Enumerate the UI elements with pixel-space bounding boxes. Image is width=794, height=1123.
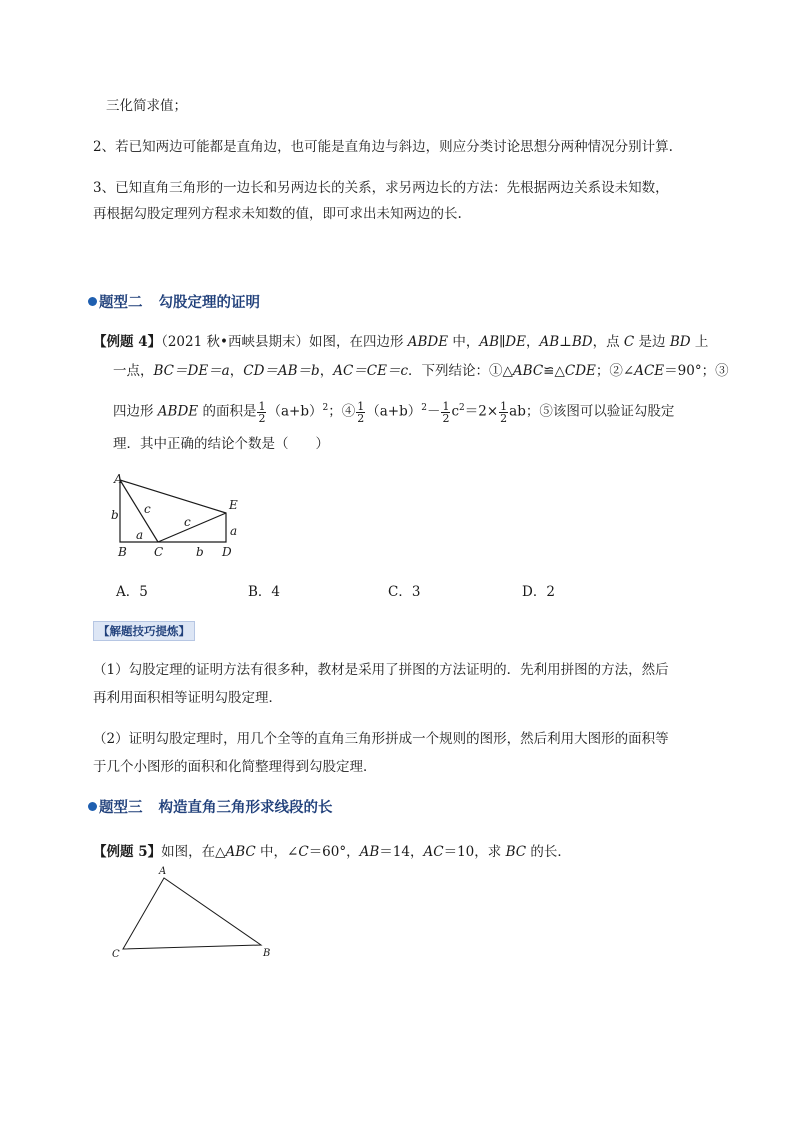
section-heading-3 (88, 796, 333, 817)
label-side-b1: b (111, 508, 119, 522)
math: AC＝CE＝c (333, 363, 409, 379)
math: ACE (634, 363, 665, 379)
section-prefix: 题型二 (99, 295, 143, 311)
example-tag: 【例题 5】 (93, 844, 162, 860)
denominator: 2 (258, 411, 266, 425)
text: ab；⑤该图可以验证勾股定 (509, 403, 675, 420)
text: （2021 秋•西峡县期末）如图，在四边形 (161, 334, 408, 350)
fraction (499, 401, 508, 424)
text: ＝14， (379, 844, 424, 860)
math: BC＝DE＝a (153, 363, 230, 379)
bullet-dot-icon (88, 802, 97, 811)
math: C (298, 844, 309, 860)
segment-ce (158, 513, 226, 542)
intro-line-3a: 3、已知直角三角形的一边长和另两边长的关系，求另两边长的方法：先根据两边关系设未知数， (93, 180, 669, 196)
label-d: D (222, 545, 232, 559)
text: 中，∠ (255, 844, 299, 860)
option-a: A．5 (116, 584, 148, 600)
numerator: 1 (357, 399, 365, 413)
text: 四边形 (113, 403, 158, 420)
text: 中， (448, 334, 480, 350)
text: ， (319, 363, 334, 379)
text: 是边 (634, 334, 670, 350)
numerator: 1 (442, 399, 450, 413)
text: ＝60°， (308, 844, 360, 860)
label-b: B (263, 948, 271, 959)
math: BC (505, 844, 527, 860)
text: 的长． (526, 844, 571, 860)
math: CDE (564, 363, 596, 379)
text: （a+b） (267, 403, 323, 420)
section-title: 勾股定理的证明 (158, 295, 260, 311)
label-side-b2: b (196, 545, 204, 559)
math: ABC (512, 363, 544, 379)
denominator: 2 (442, 411, 450, 425)
text: ≌△ (543, 363, 565, 379)
intro-line-2: 2、若已知两边可能都是直角边，也可能是直角边与斜边，则应分类讨论思想分两种情况分别计算. (93, 139, 673, 155)
math: CD＝AB＝b (243, 363, 320, 379)
math: AB⊥BD (539, 334, 593, 350)
superscript: 2 (459, 403, 465, 413)
intro-line-3b: 再根据勾股定理列方程求未知数的值，即可求出未知两边的长. (93, 206, 462, 222)
superscript: 2 (421, 403, 427, 413)
tips-p1a: （1）勾股定理的证明方法有很多种，教材是采用了拼图的方法证明的．先利用拼图的方法，然后 (93, 662, 669, 678)
math: ABDE (407, 334, 449, 350)
text: c (451, 403, 460, 420)
example4-line-2 (113, 361, 729, 381)
option-c: C．3 (388, 584, 421, 600)
tips-p1b: 再利用面积相等证明勾股定理． (93, 690, 282, 706)
triangle-figure (108, 862, 278, 962)
fraction (356, 401, 365, 424)
label-c: C (112, 949, 120, 960)
tips-p2a: （2）证明勾股定理时，用几个全等的直角三角形拼成一个规则的图形，然后利用大图形的面积等 (93, 731, 669, 747)
text: ＝10，求 (443, 844, 506, 860)
math: BD (669, 334, 691, 350)
fraction (257, 401, 266, 424)
example5-line (93, 842, 571, 862)
label-a: A (114, 472, 123, 486)
section-prefix: 题型三 (99, 800, 143, 816)
bullet-dot-icon (88, 297, 97, 306)
text: （a+b） (366, 403, 422, 420)
text: － (426, 403, 441, 420)
text: ， (526, 334, 540, 350)
math: AB∥DE (479, 334, 526, 350)
denominator: 2 (357, 411, 365, 425)
text: 的面积是 (198, 403, 257, 420)
example4-line-4: 理．其中正确的结论个数是（ ） (113, 436, 329, 452)
example4-line-1 (93, 332, 708, 352)
text: 上 (690, 334, 709, 350)
label-a: A (159, 866, 167, 877)
numerator: 1 (258, 399, 266, 413)
triangle-abc (123, 878, 261, 949)
math: C (623, 334, 635, 350)
text: ＝90°；③ (664, 363, 729, 379)
label-side-c2: c (184, 515, 191, 529)
example4-line-3 (113, 395, 674, 425)
text: ，点 (592, 334, 624, 350)
text: 如图，在△ (161, 844, 226, 860)
label-side-a1: a (136, 528, 144, 542)
label-side-c1: c (144, 502, 151, 516)
text: ；④ (328, 403, 356, 420)
text: ；②∠ (595, 363, 635, 379)
math: ABDE (157, 403, 199, 420)
text: ．下列结论：①△ (408, 363, 513, 379)
superscript: 2 (322, 403, 329, 413)
label-b: B (118, 545, 127, 559)
label-c: C (154, 545, 164, 559)
text: ， (229, 363, 244, 379)
option-d: D．2 (522, 584, 555, 600)
text: ＝2× (464, 403, 499, 420)
fraction (441, 401, 450, 424)
denominator: 2 (500, 411, 508, 425)
example-tag: 【例题 4】 (93, 334, 162, 350)
intro-line-0: 三化简求值； (106, 98, 187, 114)
math: AB (359, 844, 380, 860)
tips-p2b: 于几个小图形的面积和化简整理得到勾股定理． (93, 759, 377, 775)
tips-label: 【解题技巧提炼】 (93, 621, 195, 641)
quadrilateral-figure (108, 468, 248, 560)
option-b: B．4 (248, 584, 281, 600)
math: ABC (225, 844, 256, 860)
section-heading-2 (88, 291, 260, 312)
math: AC (423, 844, 444, 860)
text: 一点， (113, 363, 154, 379)
section-title: 构造直角三角形求线段的长 (158, 800, 333, 816)
numerator: 1 (500, 399, 508, 413)
label-side-a2: a (230, 524, 238, 538)
label-e: E (229, 498, 238, 512)
